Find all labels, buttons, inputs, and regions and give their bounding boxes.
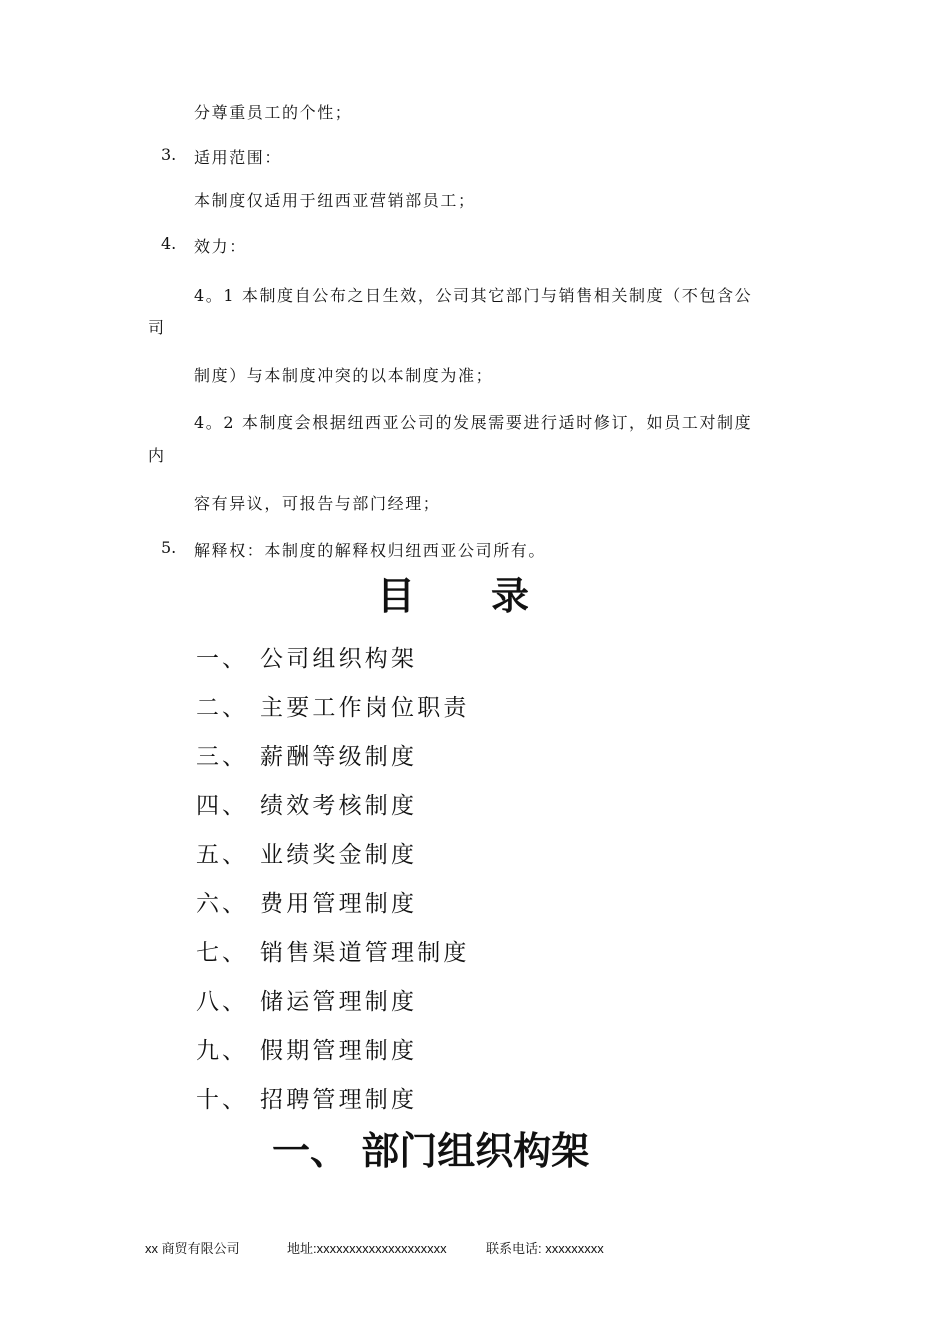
toc-item-number: 八、: [196, 989, 248, 1015]
toc-item-label: 绩效考核制度: [260, 793, 418, 819]
toc-item-label: 招聘管理制度: [260, 1087, 418, 1113]
footer-address: 地址:xxxxxxxxxxxxxxxxxxxx: [287, 1241, 447, 1256]
toc-item-number: 五、: [196, 842, 248, 868]
clause-4-2-line2: 内: [148, 446, 166, 465]
toc-item-label: 业绩奖金制度: [260, 842, 418, 868]
toc-title: 目 录: [376, 574, 529, 618]
clause-4-2-line3: 容有异议，可报告与部门经理；: [194, 494, 441, 513]
toc-item-label: 销售渠道管理制度: [260, 940, 470, 966]
toc-item-label: 公司组织构架: [260, 646, 418, 672]
scope-text: 本制度仅适用于纽西亚营销部员工；: [194, 191, 476, 210]
footer-phone: 联系电话: xxxxxxxxx: [486, 1241, 604, 1256]
clause-4-1-line2: 司: [148, 318, 166, 337]
toc-item-number: 九、: [196, 1038, 248, 1064]
toc-item-label: 费用管理制度: [260, 891, 418, 917]
scope-heading: 适用范围：: [194, 148, 283, 167]
toc-item-number: 四、: [196, 793, 248, 819]
toc-item-label: 薪酬等级制度: [260, 744, 418, 770]
toc-item-number: 十、: [196, 1087, 248, 1113]
section-heading: 一、 部门组织构架: [272, 1129, 590, 1173]
toc-item-label: 主要工作岗位职责: [260, 695, 470, 721]
paragraph-continuation: 分尊重员工的个性；: [194, 103, 353, 122]
list-number-5: 5.: [161, 538, 177, 557]
toc-item-label: 假期管理制度: [260, 1038, 418, 1064]
toc-item-number: 七、: [196, 940, 248, 966]
toc-item-number: 六、: [196, 891, 248, 917]
toc-item-number: 二、: [196, 695, 248, 721]
validity-heading: 效力：: [194, 237, 247, 256]
footer-company: xx 商贸有限公司: [145, 1241, 240, 1256]
toc-item-label: 储运管理制度: [260, 989, 418, 1015]
clause-4-1-line3: 制度）与本制度冲突的以本制度为准；: [194, 366, 494, 385]
list-number-4: 4.: [161, 234, 177, 253]
interpretation-text: 解释权：本制度的解释权归纽西亚公司所有。: [194, 541, 547, 560]
toc-item-number: 三、: [196, 744, 248, 770]
clause-4-2-line1: 4。2 本制度会根据纽西亚公司的发展需要进行适时修订，如员工对制度: [194, 413, 753, 432]
list-number-3: 3.: [161, 145, 177, 164]
clause-4-1-line1: 4。1 本制度自公布之日生效，公司其它部门与销售相关制度（不包含公: [194, 286, 753, 305]
toc-item-number: 一、: [196, 646, 248, 672]
